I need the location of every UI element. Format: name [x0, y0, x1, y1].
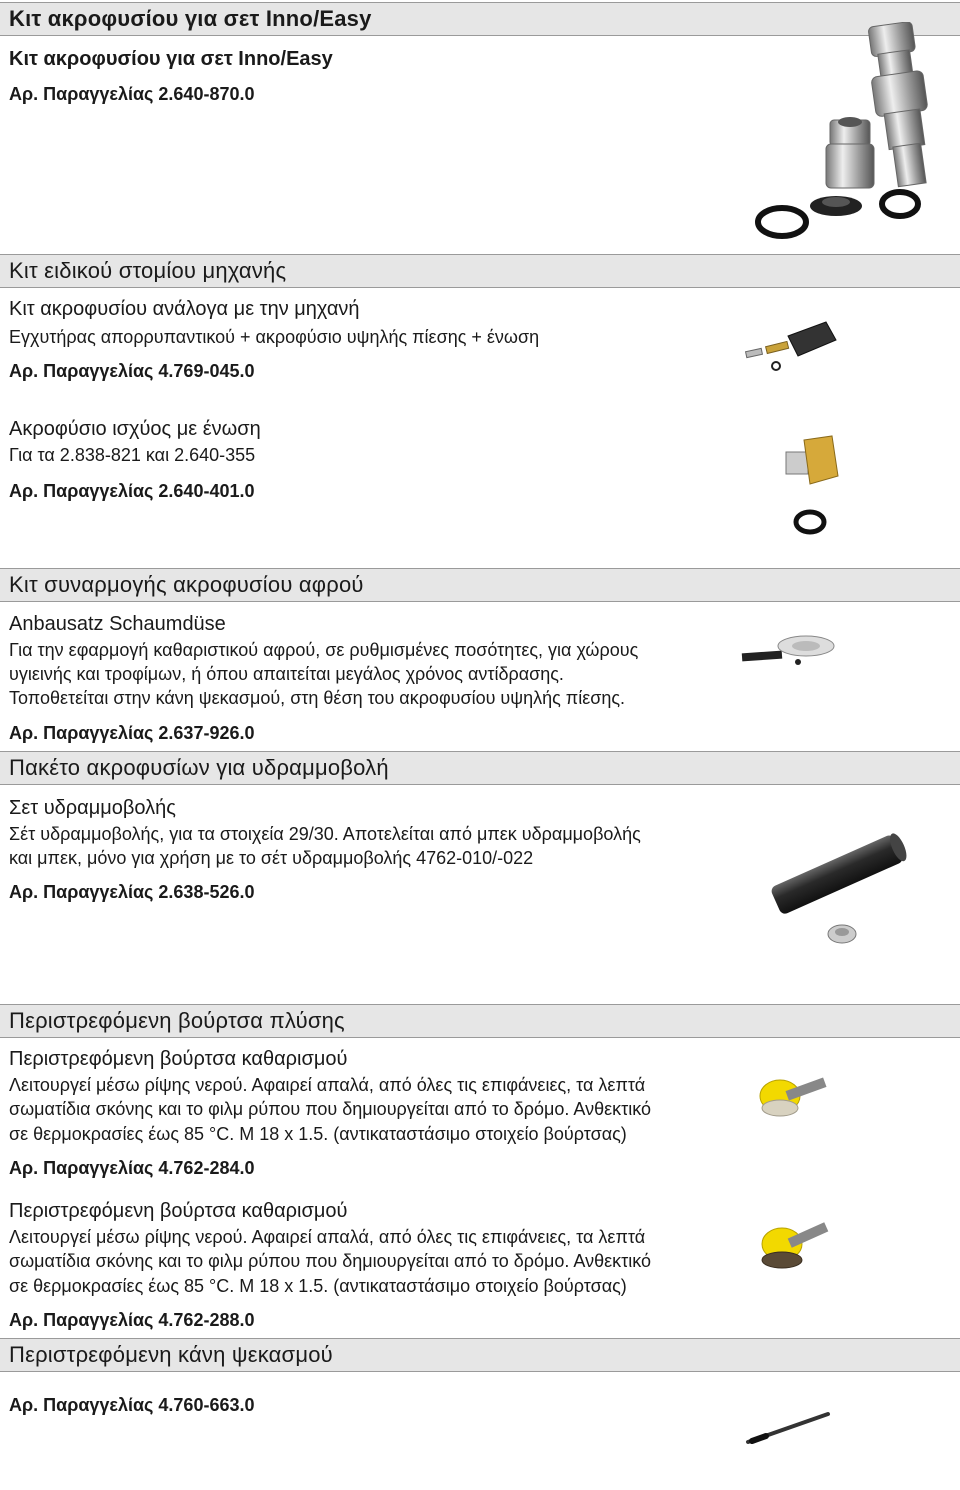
spray-lance-image: [740, 1408, 836, 1448]
product-description: υγιεινής και τροφίμων, ή όπου απαιτείται μεγάλος χρόνος αντίδρασης.: [9, 664, 564, 684]
section-heading-rotating-spray-lance: Περιστρεφόμενη κάνη ψεκασμού: [0, 1338, 960, 1372]
order-number: Αρ. Παραγγελίας 4.762-284.0: [9, 1158, 255, 1178]
power-nozzle-image: [780, 432, 840, 540]
product-title: Σετ υδραμμοβολής: [9, 797, 176, 819]
product-title: Κιτ ακροφυσίου για σετ Inno/Easy: [9, 48, 333, 70]
sandblast-set-image: [760, 810, 910, 950]
product-description: και μπεκ, μόνο για χρήση με το σέτ υδραμμοβολής 4762-010/-022: [9, 848, 534, 868]
product-description: Λειτουργεί μέσω ρίψης νερού. Αφαιρεί απαλά, από όλες τις επιφάνειες, τα λεπτά: [9, 1075, 646, 1095]
product-title: Ακροφύσιο ισχύος με ένωση: [9, 418, 261, 440]
section-heading-sandblast-nozzle-pack: Πακέτο ακροφυσίων για υδραμμοβολή: [0, 751, 960, 785]
product-description: Λειτουργεί μέσω ρίψης νερού. Αφαιρεί απαλά, από όλες τις επιφάνειες, τα λεπτά: [9, 1227, 646, 1247]
order-number: Αρ. Παραγγελίας 4.760-663.0: [9, 1395, 255, 1415]
product-description: σωματίδια σκόνης και το φιλμ ρύπου που δημιουργείται από το δρόμο. Ανθεκτικό: [9, 1251, 652, 1271]
product-title: Anbausatz Schaumdüse: [9, 613, 226, 635]
order-number: Αρ. Παραγγελίας 2.640-401.0: [9, 481, 255, 501]
product-title: Περιστρεφόμενη βούρτσα καθαρισμού: [9, 1048, 348, 1070]
order-number: Αρ. Παραγγελίας 4.769-045.0: [9, 361, 255, 381]
nozzle-kit-machine-image: [740, 310, 840, 376]
product-description: Για τα 2.838-821 και 2.640-355: [9, 445, 256, 465]
product-description: σωματίδια σκόνης και το φιλμ ρύπου που δημιουργείται από το δρόμο. Ανθεκτικό: [9, 1099, 652, 1119]
nozzle-kit-image: [748, 22, 960, 252]
product-description: σε θερμοκρασίες έως 85 °C. M 18 x 1.5. (αντικαταστάσιμο στοιχείο βούρτσας): [9, 1124, 627, 1144]
foam-nozzle-image: [740, 628, 840, 672]
rotating-brush-image-2: [756, 1218, 836, 1274]
product-title: Κιτ ακροφυσίου ανάλογα με την μηχανή: [9, 298, 360, 320]
product-title: Περιστρεφόμενη βούρτσα καθαρισμού: [9, 1200, 348, 1222]
product-description: Για την εφαρμογή καθαριστικού αφρού, σε ρυθμισμένες ποσότητες, για χώρους: [9, 640, 639, 660]
section-heading-rotating-wash-brush: Περιστρεφόμενη βούρτσα πλύσης: [0, 1004, 960, 1038]
order-number: Αρ. Παραγγελίας 2.640-870.0: [9, 84, 255, 104]
product-description: Σέτ υδραμμοβολής, για τα στοιχεία 29/30. Αποτελείται από μπεκ υδραμμοβολής: [9, 824, 641, 844]
product-description: Τοποθετείται στην κάνη ψεκασμού, στη θέση του ακροφυσίου υψηλής πίεσης.: [9, 688, 626, 708]
order-number: Αρ. Παραγγελίας 2.637-926.0: [9, 723, 255, 743]
order-number: Αρ. Παραγγελίας 2.638-526.0: [9, 882, 255, 902]
product-description: σε θερμοκρασίες έως 85 °C. M 18 x 1.5. (αντικαταστάσιμο στοιχείο βούρτσας): [9, 1276, 627, 1296]
order-number: Αρ. Παραγγελίας 4.762-288.0: [9, 1310, 255, 1330]
rotating-brush-image: [756, 1068, 836, 1124]
section-heading-foam-nozzle-kit: Κιτ συναρμογής ακροφυσίου αφρού: [0, 568, 960, 602]
section-heading-nozzle-kit-inno-easy: Κιτ ακροφυσίου για σετ Inno/Easy: [0, 2, 960, 36]
product-description: Εγχυτήρας απορρυπαντικού + ακροφύσιο υψηλής πίεσης + ένωση: [9, 327, 540, 347]
section-heading-machine-nozzle-kit: Κιτ ειδικού στομίου μηχανής: [0, 254, 960, 288]
